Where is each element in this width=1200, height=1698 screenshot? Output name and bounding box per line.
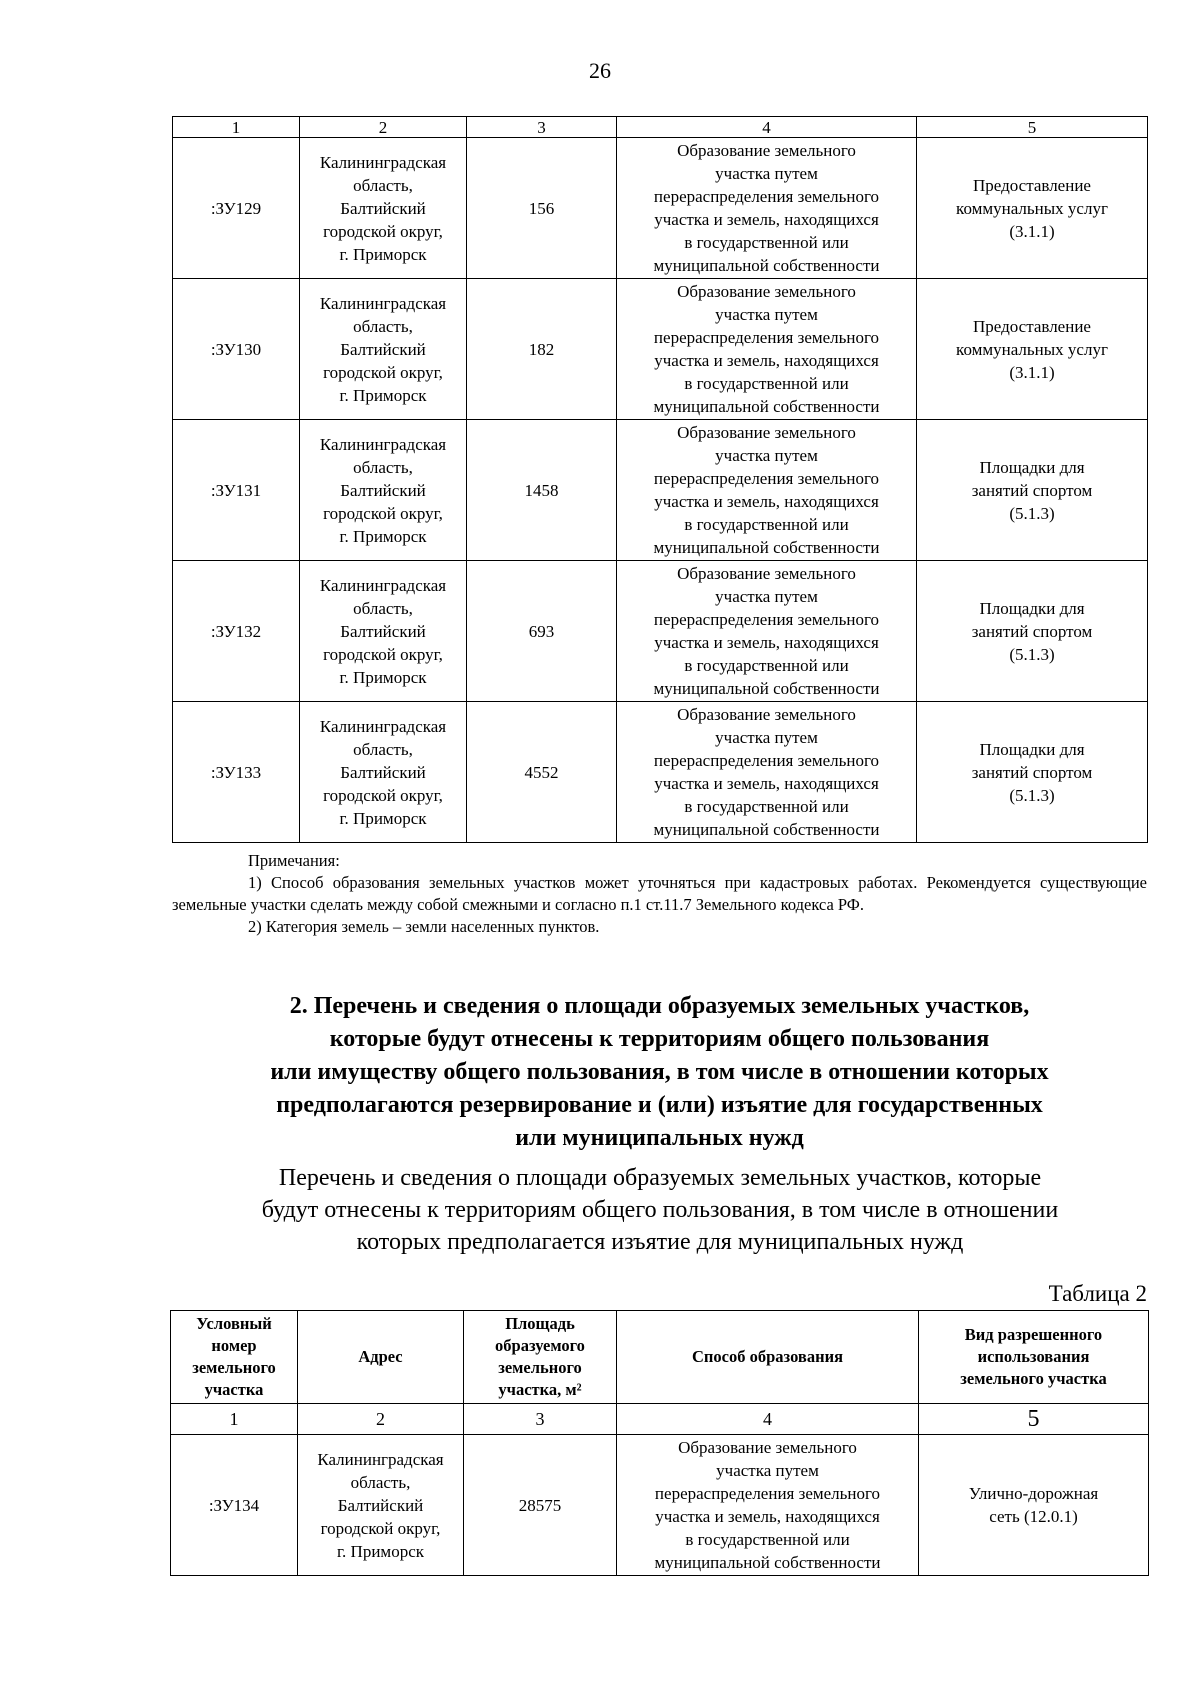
cell-line: перераспределения земельного: [653, 469, 880, 488]
cell-line: в государственной или: [684, 515, 849, 534]
area-cell: 693: [467, 561, 617, 702]
permitted-use-cell: [917, 420, 1148, 561]
cell-line: Площадки для: [979, 739, 1085, 759]
permitted-use-cell: [917, 138, 1148, 279]
page-number: 26: [589, 58, 611, 83]
address-cell: [300, 138, 467, 279]
column-header: [298, 1311, 464, 1404]
subtitle-line: Перечень и сведения о площади образуемых земельных участков, которые: [278, 1165, 1042, 1191]
cell-line: в государственной или: [684, 233, 849, 252]
table-row: [173, 420, 1148, 561]
area-cell: 1458: [467, 420, 617, 561]
column-number: 3: [464, 1404, 617, 1435]
column-number: 2: [298, 1404, 464, 1435]
cell-line: Балтийский: [340, 621, 426, 641]
cell-line: Предоставление: [973, 316, 1091, 336]
cell-line: в государственной или: [684, 797, 849, 816]
area-cell: 182: [467, 279, 617, 420]
cell-line: перераспределения земельного: [653, 610, 880, 629]
subtitle-line: которых предполагается изъятие для муниципальных нужд: [356, 1229, 964, 1255]
cell-line: (5.1.3): [1009, 503, 1055, 523]
column-header: [919, 1311, 1149, 1404]
table-row: [173, 561, 1148, 702]
cell-line: Условный: [196, 1314, 272, 1333]
cell-line: участка и земель, находящихся: [654, 774, 879, 793]
cell-line: перераспределения земельного: [653, 751, 880, 770]
column-number: 2: [300, 117, 467, 138]
cell-line: Образование земельного: [677, 423, 856, 442]
subtitle: [200, 1162, 1120, 1258]
cell-line: г. Приморск: [339, 244, 427, 264]
cell-line: участка путем: [716, 1461, 819, 1480]
cell-line: занятий спортом: [971, 480, 1093, 500]
cell-line: Образование земельного: [678, 1438, 857, 1457]
cell-line: Калининградская: [319, 152, 447, 172]
formation-method-cell: [617, 702, 917, 843]
cell-line: участка путем: [715, 587, 818, 606]
section-title-line: предполагаются резервирование и (или) изъятие для государственных: [276, 1092, 1043, 1118]
cell-line: участка путем: [715, 305, 818, 324]
cell-line: область,: [353, 457, 413, 477]
table-header-row: [171, 1311, 1149, 1404]
cell-line: участка и земель, находящихся: [654, 210, 879, 229]
cell-line: городской округ,: [320, 1518, 441, 1538]
cell-line: земельного: [498, 1358, 582, 1377]
notes-heading: Примечания:: [248, 851, 340, 870]
address-cell: [300, 702, 467, 843]
cell-line: участка: [204, 1380, 264, 1399]
formation-method-cell: [617, 279, 917, 420]
cell-line: сеть (12.0.1): [989, 1507, 1078, 1526]
plot-number-cell: :ЗУ134: [171, 1435, 298, 1576]
cell-line: участка и земель, находящихся: [655, 1507, 880, 1526]
plot-number-cell: :ЗУ133: [173, 702, 300, 843]
plot-number-cell: :ЗУ131: [173, 420, 300, 561]
cell-line: городской округ,: [323, 785, 443, 805]
cell-line: Предоставление: [973, 175, 1091, 195]
cell-line: занятий спортом: [971, 621, 1093, 641]
cell-line: участка путем: [715, 164, 818, 183]
cell-line: коммунальных услуг: [956, 198, 1108, 218]
cell-line: участка и земель, находящихся: [654, 633, 879, 652]
cell-line: Площадки для: [979, 457, 1085, 477]
cell-line: занятий спортом: [971, 762, 1093, 782]
column-header: [617, 1311, 919, 1404]
cell-line: Балтийский: [340, 198, 426, 218]
cell-line: Способ образования: [691, 1347, 844, 1366]
address-cell: [300, 420, 467, 561]
column-number: 4: [617, 1404, 919, 1435]
plot-number-cell: :ЗУ130: [173, 279, 300, 420]
formation-method-cell: [617, 561, 917, 702]
section-title: [172, 990, 1147, 1155]
formation-method-cell: [617, 1435, 919, 1576]
table-row: [171, 1435, 1149, 1576]
cell-line: участка путем: [715, 728, 818, 747]
cell-line: в государственной или: [684, 656, 849, 675]
cell-line: в государственной или: [684, 374, 849, 393]
permitted-use-cell: [919, 1435, 1149, 1576]
area-cell: 4552: [467, 702, 617, 843]
cell-line: Площадь: [505, 1314, 575, 1333]
cell-line: Вид разрешенного: [964, 1325, 1103, 1344]
table-row: [173, 279, 1148, 420]
cell-line: образуемого: [495, 1336, 585, 1355]
cell-line: муниципальной собственности: [653, 820, 880, 839]
column-header: [171, 1311, 298, 1404]
cell-line: область,: [353, 598, 413, 618]
column-header: [464, 1311, 617, 1404]
subtitle-line: будут отнесены к территориям общего пользования, в том числе в отношении: [261, 1197, 1059, 1223]
column-number: 1: [173, 117, 300, 138]
cell-line: (3.1.1): [1009, 362, 1055, 382]
cell-line: перераспределения земельного: [653, 328, 880, 347]
section-title-line: 2. Перечень и сведения о площади образуемых земельных участков,: [289, 993, 1030, 1019]
cell-line: Балтийский: [340, 339, 426, 359]
column-number-row: [171, 1404, 1149, 1435]
cell-line: номер: [211, 1336, 257, 1355]
cell-line: участка и земель, находящихся: [654, 492, 879, 511]
cell-line: перераспределения земельного: [654, 1484, 881, 1503]
cell-line: участка, м²: [498, 1380, 582, 1399]
cell-line: Калининградская: [319, 716, 447, 736]
cell-line: участка путем: [715, 446, 818, 465]
cell-line: Образование земельного: [677, 141, 856, 160]
cell-line: область,: [353, 316, 413, 336]
formation-method-cell: [617, 138, 917, 279]
cell-line: участка и земель, находящихся: [654, 351, 879, 370]
cell-line: земельного участка: [960, 1369, 1107, 1388]
cell-line: земельного: [192, 1358, 276, 1377]
notes-block: [172, 850, 1147, 938]
cell-line: (5.1.3): [1009, 785, 1055, 805]
cell-line: Калининградская: [319, 293, 447, 313]
cell-line: (3.1.1): [1009, 221, 1055, 241]
cell-line: (5.1.3): [1009, 644, 1055, 664]
public-use-plots-table: [170, 1310, 1149, 1576]
cell-line: муниципальной собственности: [653, 538, 880, 557]
land-plots-table-continued: [172, 116, 1148, 843]
column-number: 5: [917, 117, 1148, 138]
table-row: [173, 702, 1148, 843]
cell-line: область,: [350, 1472, 411, 1492]
cell-line: Балтийский: [340, 762, 426, 782]
cell-line: Образование земельного: [677, 705, 856, 724]
cell-line: Улично-дорожная: [968, 1484, 1099, 1503]
cell-line: в государственной или: [685, 1530, 850, 1549]
address-cell: [298, 1435, 464, 1576]
cell-line: Адрес: [358, 1347, 403, 1366]
address-cell: [300, 279, 467, 420]
cell-line: муниципальной собственности: [653, 256, 880, 275]
formation-method-cell: [617, 420, 917, 561]
area-cell: 28575: [464, 1435, 617, 1576]
cell-line: муниципальной собственности: [653, 397, 880, 416]
column-number: 1: [171, 1404, 298, 1435]
cell-line: городской округ,: [323, 503, 443, 523]
cell-line: муниципальной собственности: [654, 1553, 881, 1572]
cell-line: г. Приморск: [339, 385, 427, 405]
cell-line: городской округ,: [323, 221, 443, 241]
cell-line: городской округ,: [323, 644, 443, 664]
column-number-row: [173, 117, 1148, 138]
cell-line: область,: [353, 175, 413, 195]
cell-line: Балтийский: [340, 480, 426, 500]
cell-line: г. Приморск: [339, 667, 427, 687]
cell-line: область,: [353, 739, 413, 759]
address-cell: [300, 561, 467, 702]
plot-number-cell: :ЗУ129: [173, 138, 300, 279]
cell-line: г. Приморск: [337, 1541, 424, 1561]
table-2-label: Таблица 2: [1048, 1281, 1147, 1306]
cell-line: перераспределения земельного: [653, 187, 880, 206]
cell-line: муниципальной собственности: [653, 679, 880, 698]
note-1: 1) Способ образования земельных участков может уточняться при кадастровых работах. Рекомендуется существующие земельные участки сделать между собой смежными и согласно п.1 ст.11.7 Земельного кодекса РФ.: [172, 873, 1147, 914]
column-number: 5: [919, 1404, 1149, 1435]
permitted-use-cell: [917, 561, 1148, 702]
cell-line: г. Приморск: [339, 526, 427, 546]
cell-line: использования: [977, 1347, 1090, 1366]
cell-line: Балтийский: [337, 1495, 424, 1515]
cell-line: Калининградская: [319, 575, 447, 595]
cell-line: Калининградская: [319, 434, 447, 454]
section-title-line: или имуществу общего пользования, в том числе в отношении которых: [270, 1059, 1049, 1085]
plot-number-cell: :ЗУ132: [173, 561, 300, 702]
section-title-line: которые будут отнесены к территориям общего пользования: [329, 1026, 990, 1052]
cell-line: коммунальных услуг: [956, 339, 1108, 359]
cell-line: Образование земельного: [677, 282, 856, 301]
cell-line: Образование земельного: [677, 564, 856, 583]
table-row: [173, 138, 1148, 279]
permitted-use-cell: [917, 702, 1148, 843]
section-title-line: или муниципальных нужд: [515, 1125, 804, 1151]
cell-line: г. Приморск: [339, 808, 427, 828]
permitted-use-cell: [917, 279, 1148, 420]
cell-line: городской округ,: [323, 362, 443, 382]
area-cell: 156: [467, 138, 617, 279]
cell-line: Площадки для: [979, 598, 1085, 618]
note-2: 2) Категория земель – земли населенных пунктов.: [248, 917, 600, 936]
column-number: 4: [617, 117, 917, 138]
column-number: 3: [467, 117, 617, 138]
cell-line: Калининградская: [317, 1449, 444, 1469]
